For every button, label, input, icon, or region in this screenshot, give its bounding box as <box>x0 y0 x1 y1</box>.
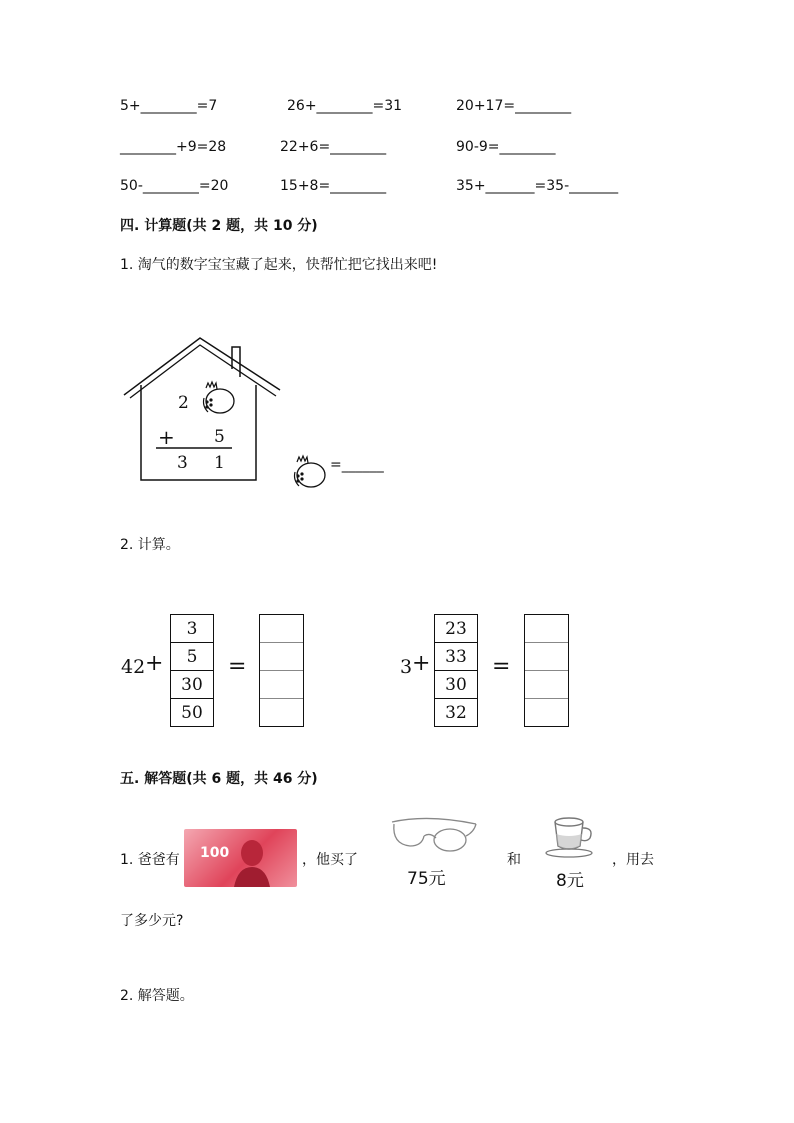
house-sum-tens: 3 <box>177 453 188 473</box>
list-item: 30 <box>171 671 213 699</box>
section5-q1-and: 和 <box>507 852 521 868</box>
fill-item-1-1: 5+________=7 <box>120 98 218 114</box>
section5-q1-middle: ，他买了 <box>302 852 358 868</box>
answer-cell[interactable] <box>525 615 568 643</box>
banknote-image <box>184 829 297 887</box>
calc-right-column <box>434 614 478 727</box>
calc-left-equals: = <box>228 654 247 679</box>
fill-item-2-2: 22+6=________ <box>280 139 387 155</box>
pomegranate-icon <box>198 380 238 416</box>
section4-q1-text: 1. 淘气的数字宝宝藏了起来，快帮忙把它找出来吧! <box>120 257 438 273</box>
fill-item-3-1: 50-________=20 <box>120 178 229 194</box>
list-item: 23 <box>435 615 477 643</box>
house-right-digit: 5 <box>214 427 225 447</box>
list-item: 5 <box>171 643 213 671</box>
house-answer-blank: =______ <box>330 457 384 473</box>
calc-right-addend: 3 <box>400 656 413 678</box>
answer-cell[interactable] <box>525 699 568 726</box>
house-plus-sign: + <box>158 425 175 449</box>
fill-item-1-2: 26+________=31 <box>287 98 403 114</box>
cup-price: 8元 <box>556 871 584 891</box>
pomegranate-icon <box>289 454 329 490</box>
section5-q1-suffix: ，用去 <box>612 852 654 868</box>
house-sum-ones: 1 <box>214 453 225 473</box>
calc-left-addend: 42 <box>121 656 146 678</box>
calc-right-equals: = <box>492 654 511 679</box>
house-top-digit: 2 <box>178 393 189 413</box>
answer-cell[interactable] <box>260 671 303 699</box>
fill-item-3-3: 35+_______=35-_______ <box>456 178 619 194</box>
calc-left-answer-column[interactable] <box>259 614 304 727</box>
answer-cell[interactable] <box>260 699 303 726</box>
answer-cell[interactable] <box>260 643 303 671</box>
section5-q1-prefix: 1. 爸爸有 <box>120 852 180 868</box>
list-item: 3 <box>171 615 213 643</box>
list-item: 50 <box>181 702 203 723</box>
calc-right-answer-column[interactable] <box>524 614 569 727</box>
banknote-value: 100 <box>200 845 230 861</box>
section5-q2-text: 2. 解答题。 <box>120 988 194 1004</box>
list-item: 32 <box>445 702 467 723</box>
section5-q1-line2: 了多少元? <box>120 913 184 929</box>
section4-q2-text: 2. 计算。 <box>120 537 180 553</box>
portrait-icon <box>232 835 272 887</box>
list-item: 30 <box>435 671 477 699</box>
answer-cell[interactable] <box>525 643 568 671</box>
glasses-icon <box>388 812 480 858</box>
fill-item-2-1: ________+9=28 <box>120 139 227 155</box>
section5-heading: 五. 解答题(共 6 题，共 46 分) <box>120 771 318 787</box>
calc-right-plus: + <box>412 651 431 676</box>
answer-cell[interactable] <box>525 671 568 699</box>
fill-item-1-3: 20+17=________ <box>456 98 572 114</box>
calc-left-column <box>170 614 214 727</box>
fill-item-3-2: 15+8=________ <box>280 178 387 194</box>
calc-left-plus: + <box>145 651 164 676</box>
answer-cell[interactable] <box>260 615 303 643</box>
fill-item-2-3: 90-9=________ <box>456 139 556 155</box>
glasses-price: 75元 <box>407 869 446 889</box>
cup-icon <box>544 812 598 860</box>
list-item: 33 <box>435 643 477 671</box>
section4-heading: 四. 计算题(共 2 题，共 10 分) <box>120 218 318 234</box>
